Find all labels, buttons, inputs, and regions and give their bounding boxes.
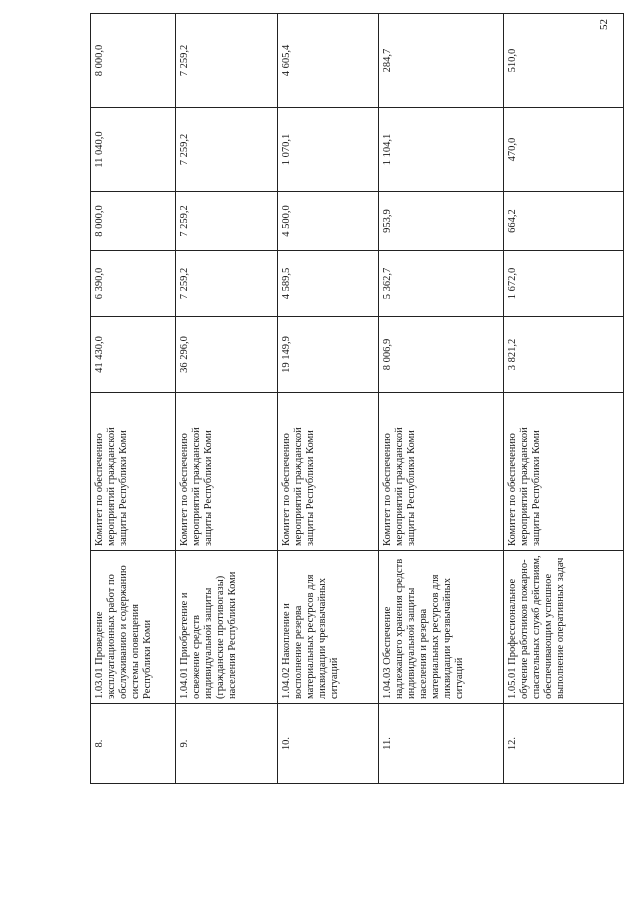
value-year-4: 8 000,0 (91, 14, 176, 108)
budget-table (90, 13, 624, 784)
table-row (277, 14, 379, 784)
table-row (503, 14, 623, 784)
executor: Комитет по обеспечению мероприятий гражданской защиты Республики Коми (503, 393, 623, 551)
table-row (379, 14, 504, 784)
activity-description: 1.04.03 Обеспечение надлежащего хранения средств индивидуальной защиты населения и резерва материальных ресурсов для ликвидации чрезвычайных ситуаций (379, 551, 504, 704)
executor: Комитет по обеспечению мероприятий гражданской защиты Республики Коми (176, 393, 278, 551)
value-year-4: 510,0 (503, 14, 623, 108)
executor: Комитет по обеспечению мероприятий гражданской защиты Республики Коми (277, 393, 379, 551)
value-total: 41 430,0 (91, 317, 176, 393)
activity-description: 1.04.01 Приобретение и освежение средств индивидуальной защиты (гражданские противогазы) населения Республики Коми (176, 551, 278, 704)
value-year-3: 470,0 (503, 108, 623, 192)
row-number: 11. (379, 704, 504, 784)
row-number: 12. (503, 704, 623, 784)
executor: Комитет по обеспечению мероприятий гражданской защиты Республики Коми (379, 393, 504, 551)
activity-description: 1.05.01 Профессиональное обучение работников пожарно-спасательных служб действиям, обеспечивающим успешное выполнение оперативных задач (503, 551, 623, 704)
activity-description: 1.03.01 Проведение эксплуатационных работ по обслуживанию и содержанию системы оповещения Республики Коми (91, 551, 176, 704)
value-year-2: 8 000,0 (91, 192, 176, 251)
value-year-4: 4 605,4 (277, 14, 379, 108)
page-number: 52 (598, 19, 610, 30)
value-total: 19 149,9 (277, 317, 379, 393)
value-year-3: 7 259,2 (176, 108, 278, 192)
value-year-2: 953,9 (379, 192, 504, 251)
value-year-1: 5 362,7 (379, 251, 504, 317)
value-year-3: 1 104,1 (379, 108, 504, 192)
table-row (176, 14, 278, 784)
value-year-2: 4 500,0 (277, 192, 379, 251)
value-total: 8 006,9 (379, 317, 504, 393)
value-year-4: 284,7 (379, 14, 504, 108)
row-number: 8. (91, 704, 176, 784)
executor: Комитет по обеспечению мероприятий гражданской защиты Республики Коми (91, 393, 176, 551)
value-total: 3 821,2 (503, 317, 623, 393)
value-year-1: 4 589,5 (277, 251, 379, 317)
value-year-2: 7 259,2 (176, 192, 278, 251)
value-year-1: 1 672,0 (503, 251, 623, 317)
value-total: 36 296,0 (176, 317, 278, 393)
table-row (91, 14, 176, 784)
row-number: 9. (176, 704, 278, 784)
activity-description: 1.04.02 Накопление и восполнение резерва материальных ресурсов для ликвидации чрезвычайных ситуаций (277, 551, 379, 704)
value-year-2: 664,2 (503, 192, 623, 251)
value-year-3: 11 040,0 (91, 108, 176, 192)
value-year-1: 6 390,0 (91, 251, 176, 317)
budget-table-rotated (90, 18, 624, 784)
value-year-4: 7 259,2 (176, 14, 278, 108)
value-year-3: 1 070,1 (277, 108, 379, 192)
row-number: 10. (277, 704, 379, 784)
value-year-1: 7 259,2 (176, 251, 278, 317)
